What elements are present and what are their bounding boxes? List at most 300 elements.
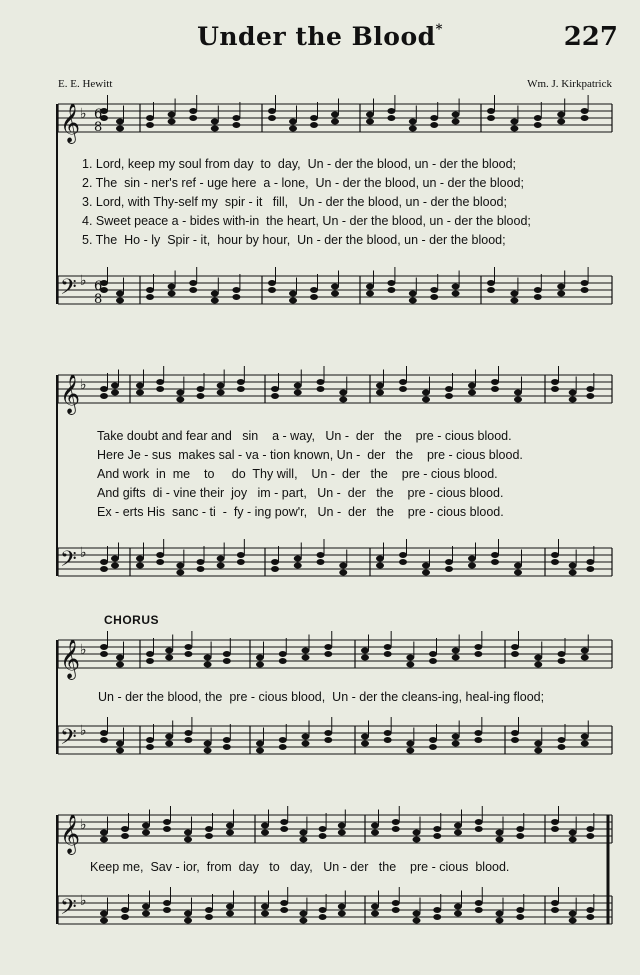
- note-head: [445, 559, 453, 565]
- note-head: [256, 748, 264, 754]
- note-head: [361, 741, 369, 747]
- time-sig: 8: [94, 292, 103, 307]
- note-head: [496, 918, 504, 924]
- note-head: [551, 900, 559, 906]
- note-head: [445, 386, 453, 392]
- note-head: [116, 748, 124, 754]
- note-head: [280, 826, 288, 832]
- note-head: [100, 644, 108, 650]
- note-head: [475, 900, 483, 906]
- note-head: [116, 291, 124, 297]
- note-head: [433, 833, 441, 839]
- note-head: [445, 566, 453, 572]
- note-head: [189, 108, 197, 114]
- note-head: [184, 837, 192, 843]
- note-head: [586, 826, 594, 832]
- note-head: [261, 904, 269, 910]
- note-head: [100, 830, 108, 836]
- note-head: [409, 298, 417, 304]
- note-head: [491, 386, 499, 392]
- note-head: [586, 559, 594, 565]
- note-head: [474, 737, 482, 743]
- verses-part-1: [82, 155, 531, 250]
- note-head: [310, 115, 318, 121]
- note-head: [163, 907, 171, 913]
- flat-key: ♭: [80, 642, 87, 658]
- note-head: [474, 651, 482, 657]
- note-head: [271, 566, 279, 572]
- note-head: [430, 294, 438, 300]
- words-author: E. E. Hewitt: [58, 78, 113, 90]
- note-head: [271, 393, 279, 399]
- note-head: [338, 830, 346, 836]
- note-head: [392, 826, 400, 832]
- flat-key: ♭: [80, 893, 87, 909]
- note-head: [165, 655, 173, 661]
- chorus-line: Un - der the blood, the pre - cious blood, Un - der the cleans-ing, heal-ing flood;: [98, 690, 545, 704]
- bass-clef: 𝄢: [60, 547, 77, 577]
- note-head: [324, 651, 332, 657]
- note-head: [339, 570, 347, 576]
- note-head: [413, 830, 421, 836]
- note-head: [558, 744, 566, 750]
- note-head: [487, 115, 495, 121]
- note-head: [156, 559, 164, 565]
- note-head: [205, 914, 213, 920]
- music-composer: Wm. J. Kirkpatrick: [527, 78, 612, 90]
- note-head: [100, 393, 108, 399]
- time-sig: 8: [94, 120, 103, 135]
- note-head: [116, 741, 124, 747]
- note-head: [223, 651, 231, 657]
- note-head: [163, 819, 171, 825]
- note-head: [205, 826, 213, 832]
- note-head: [534, 115, 542, 121]
- note-head: [197, 566, 205, 572]
- note-head: [586, 833, 594, 839]
- note-head: [100, 559, 108, 565]
- chorus-line: Keep me, Sav - ior, from day to day, Un - der the pre - cious blood.: [90, 860, 510, 874]
- note-head: [299, 837, 307, 843]
- flat-key: ♭: [80, 273, 87, 289]
- note-head: [280, 907, 288, 913]
- note-head: [302, 655, 310, 661]
- note-head: [422, 390, 430, 396]
- note-head: [534, 741, 542, 747]
- note-head: [197, 559, 205, 565]
- note-head: [217, 383, 225, 389]
- note-head: [121, 907, 129, 913]
- note-head: [280, 900, 288, 906]
- note-head: [142, 830, 150, 836]
- note-head: [475, 907, 483, 913]
- note-head: [338, 823, 346, 829]
- note-head: [454, 904, 462, 910]
- note-head: [514, 397, 522, 403]
- note-head: [474, 730, 482, 736]
- note-head: [514, 563, 522, 569]
- note-head: [392, 819, 400, 825]
- note-head: [569, 911, 577, 917]
- note-head: [136, 556, 144, 562]
- note-head: [289, 126, 297, 132]
- note-head: [514, 390, 522, 396]
- note-head: [534, 294, 542, 300]
- note-head: [226, 911, 234, 917]
- note-head: [474, 644, 482, 650]
- note-head: [581, 115, 589, 121]
- note-head: [516, 907, 524, 913]
- note-head: [361, 734, 369, 740]
- note-head: [142, 904, 150, 910]
- note-head: [317, 552, 325, 558]
- note-head: [279, 651, 287, 657]
- note-head: [146, 115, 154, 121]
- note-head: [176, 563, 184, 569]
- note-head: [211, 119, 219, 125]
- note-head: [197, 393, 205, 399]
- note-head: [299, 911, 307, 917]
- note-head: [384, 730, 392, 736]
- note-head: [376, 383, 384, 389]
- note-head: [557, 284, 565, 290]
- hymn-number: 227: [563, 22, 618, 52]
- verses-part-2: [97, 427, 523, 522]
- note-head: [232, 115, 240, 121]
- note-head: [100, 911, 108, 917]
- note-head: [551, 379, 559, 385]
- note-head: [366, 112, 374, 118]
- note-head: [184, 737, 192, 743]
- note-head: [487, 108, 495, 114]
- note-head: [454, 830, 462, 836]
- note-head: [452, 284, 460, 290]
- note-head: [384, 737, 392, 743]
- note-head: [261, 911, 269, 917]
- note-head: [189, 287, 197, 293]
- note-head: [361, 648, 369, 654]
- note-head: [409, 291, 417, 297]
- note-head: [387, 287, 395, 293]
- note-head: [551, 559, 559, 565]
- note-head: [475, 826, 483, 832]
- note-head: [100, 737, 108, 743]
- note-head: [534, 287, 542, 293]
- note-head: [569, 570, 577, 576]
- note-head: [569, 390, 577, 396]
- note-head: [223, 737, 231, 743]
- note-head: [558, 658, 566, 664]
- note-head: [156, 379, 164, 385]
- verse-line: And gifts di - vine their joy im - part, Un - der the pre - cious blood.: [97, 486, 504, 500]
- note-head: [468, 390, 476, 396]
- treble-clef: 𝄞: [60, 814, 81, 854]
- note-head: [454, 911, 462, 917]
- note-head: [569, 563, 577, 569]
- note-head: [237, 552, 245, 558]
- note-head: [294, 390, 302, 396]
- note-head: [256, 662, 264, 668]
- verse-line: 1. Lord, keep my soul from day to day, Un - der the blood, un - der the blood;: [82, 157, 517, 171]
- note-head: [581, 741, 589, 747]
- note-head: [384, 644, 392, 650]
- note-head: [581, 655, 589, 661]
- note-head: [294, 383, 302, 389]
- note-head: [116, 298, 124, 304]
- note-head: [116, 119, 124, 125]
- note-head: [261, 830, 269, 836]
- note-head: [237, 559, 245, 565]
- note-head: [366, 119, 374, 125]
- note-head: [534, 748, 542, 754]
- note-head: [491, 379, 499, 385]
- note-head: [516, 833, 524, 839]
- note-head: [452, 112, 460, 118]
- note-head: [433, 914, 441, 920]
- note-head: [496, 911, 504, 917]
- note-head: [406, 741, 414, 747]
- note-head: [261, 823, 269, 829]
- note-head: [302, 734, 310, 740]
- time-sig: 6: [94, 107, 103, 122]
- note-head: [324, 644, 332, 650]
- footnote-mark: *: [435, 22, 443, 37]
- bass-clef: 𝄢: [60, 895, 77, 925]
- note-head: [557, 119, 565, 125]
- note-head: [223, 744, 231, 750]
- note-head: [558, 737, 566, 743]
- note-head: [168, 112, 176, 118]
- note-head: [116, 126, 124, 132]
- note-head: [168, 291, 176, 297]
- note-head: [121, 826, 129, 832]
- note-head: [487, 287, 495, 293]
- verse-line: 2. The sin - ner's ref - uge here a - lone, Un - der the blood, un - der the blood;: [82, 176, 524, 190]
- note-head: [146, 294, 154, 300]
- verse-line: 5. The Ho - ly Spir - it, hour by hour, Un - der the blood, un - der the blood;: [82, 233, 506, 247]
- note-head: [324, 730, 332, 736]
- note-head: [279, 744, 287, 750]
- note-head: [387, 115, 395, 121]
- note-head: [211, 126, 219, 132]
- note-head: [289, 298, 297, 304]
- note-head: [452, 291, 460, 297]
- flat-key: ♭: [80, 545, 87, 561]
- note-head: [392, 900, 400, 906]
- note-head: [496, 830, 504, 836]
- note-head: [371, 823, 379, 829]
- note-head: [339, 563, 347, 569]
- note-head: [204, 655, 212, 661]
- note-head: [111, 556, 119, 562]
- note-head: [399, 379, 407, 385]
- note-head: [430, 115, 438, 121]
- note-head: [184, 911, 192, 917]
- note-head: [136, 390, 144, 396]
- note-head: [136, 383, 144, 389]
- note-head: [100, 386, 108, 392]
- note-head: [100, 651, 108, 657]
- note-head: [429, 651, 437, 657]
- note-head: [319, 914, 327, 920]
- note-head: [445, 393, 453, 399]
- note-head: [534, 662, 542, 668]
- note-head: [429, 744, 437, 750]
- note-head: [339, 397, 347, 403]
- note-head: [211, 298, 219, 304]
- note-head: [433, 826, 441, 832]
- note-head: [280, 819, 288, 825]
- note-head: [121, 833, 129, 839]
- note-head: [232, 294, 240, 300]
- note-head: [338, 911, 346, 917]
- note-head: [511, 737, 519, 743]
- note-head: [534, 655, 542, 661]
- note-head: [111, 383, 119, 389]
- note-head: [184, 651, 192, 657]
- note-head: [399, 386, 407, 392]
- note-head: [413, 911, 421, 917]
- note-head: [268, 108, 276, 114]
- note-head: [581, 287, 589, 293]
- verse-line: Ex - erts His sanc - ti - fy - ing pow'r, Un - der the pre - cious blood.: [97, 505, 504, 519]
- bass-clef: 𝄢: [60, 275, 77, 305]
- note-head: [331, 112, 339, 118]
- note-head: [510, 126, 518, 132]
- note-head: [516, 914, 524, 920]
- note-head: [491, 552, 499, 558]
- note-head: [339, 390, 347, 396]
- note-head: [551, 819, 559, 825]
- note-head: [189, 280, 197, 286]
- note-head: [331, 284, 339, 290]
- note-head: [496, 837, 504, 843]
- note-head: [569, 397, 577, 403]
- note-head: [371, 911, 379, 917]
- note-head: [454, 823, 462, 829]
- note-head: [468, 383, 476, 389]
- note-head: [452, 734, 460, 740]
- note-head: [271, 386, 279, 392]
- note-head: [289, 291, 297, 297]
- note-head: [146, 651, 154, 657]
- note-head: [197, 386, 205, 392]
- note-head: [558, 651, 566, 657]
- note-head: [514, 570, 522, 576]
- note-head: [232, 287, 240, 293]
- note-head: [430, 287, 438, 293]
- note-head: [271, 559, 279, 565]
- note-head: [146, 737, 154, 743]
- note-head: [399, 559, 407, 565]
- note-head: [299, 918, 307, 924]
- note-head: [409, 126, 417, 132]
- note-head: [392, 907, 400, 913]
- note-head: [184, 730, 192, 736]
- note-head: [429, 737, 437, 743]
- note-head: [429, 658, 437, 664]
- note-head: [581, 280, 589, 286]
- note-head: [569, 837, 577, 843]
- note-head: [452, 741, 460, 747]
- verse-line: 4. Sweet peace a - bides with-in the heart, Un - der the blood, un - der the blood;: [82, 214, 531, 228]
- note-head: [371, 830, 379, 836]
- note-head: [189, 115, 197, 121]
- note-head: [452, 119, 460, 125]
- verse-line: Here Je - sus makes sal - va - tion known, Un - der the pre - cious blood.: [97, 448, 523, 462]
- note-head: [376, 390, 384, 396]
- note-head: [310, 294, 318, 300]
- note-head: [324, 737, 332, 743]
- note-head: [510, 119, 518, 125]
- note-head: [317, 386, 325, 392]
- time-sig: 6: [94, 279, 103, 294]
- note-head: [510, 291, 518, 297]
- hymn-title: Under the Blood*: [197, 22, 443, 51]
- note-head: [146, 122, 154, 128]
- note-head: [121, 914, 129, 920]
- note-head: [511, 730, 519, 736]
- note-head: [204, 748, 212, 754]
- chorus-lyrics-1: [98, 688, 544, 707]
- note-head: [413, 918, 421, 924]
- note-head: [452, 655, 460, 661]
- note-head: [387, 108, 395, 114]
- note-head: [205, 833, 213, 839]
- note-head: [510, 298, 518, 304]
- flat-key: ♭: [80, 723, 87, 739]
- note-head: [168, 119, 176, 125]
- note-head: [205, 907, 213, 913]
- note-head: [289, 119, 297, 125]
- note-head: [226, 823, 234, 829]
- note-head: [256, 655, 264, 661]
- note-head: [176, 397, 184, 403]
- note-head: [165, 648, 173, 654]
- treble-clef: 𝄞: [60, 639, 81, 679]
- note-head: [268, 287, 276, 293]
- note-head: [176, 570, 184, 576]
- note-head: [317, 379, 325, 385]
- note-head: [376, 563, 384, 569]
- flat-key: ♭: [80, 817, 87, 833]
- note-head: [268, 115, 276, 121]
- note-head: [100, 837, 108, 843]
- note-head: [310, 287, 318, 293]
- note-head: [468, 556, 476, 562]
- note-head: [184, 644, 192, 650]
- note-head: [116, 655, 124, 661]
- note-head: [516, 826, 524, 832]
- note-head: [204, 741, 212, 747]
- note-head: [184, 918, 192, 924]
- note-head: [226, 904, 234, 910]
- note-head: [361, 655, 369, 661]
- note-head: [223, 658, 231, 664]
- note-head: [586, 386, 594, 392]
- note-head: [279, 658, 287, 664]
- note-head: [268, 280, 276, 286]
- verse-line: Take doubt and fear and sin a - way, Un - der the pre - cious blood.: [97, 429, 512, 443]
- note-head: [302, 648, 310, 654]
- note-head: [413, 837, 421, 843]
- note-head: [331, 119, 339, 125]
- note-head: [156, 552, 164, 558]
- note-head: [176, 390, 184, 396]
- note-head: [156, 386, 164, 392]
- note-head: [406, 662, 414, 668]
- note-head: [142, 823, 150, 829]
